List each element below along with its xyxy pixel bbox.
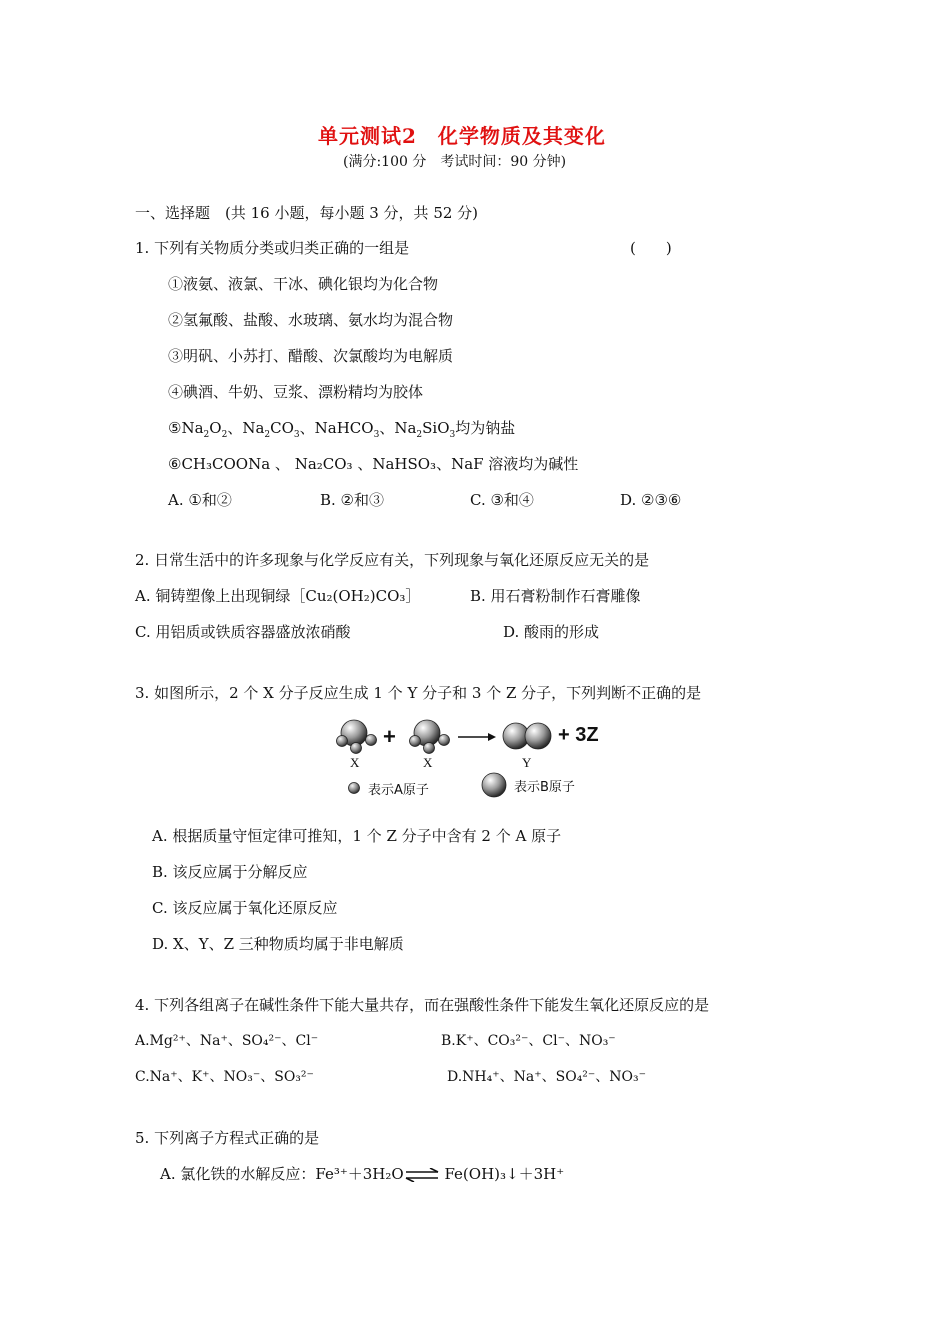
q5-stem: 5. 下列离子方程式正确的是 — [135, 1129, 320, 1147]
q1-item-5-prefix: ⑤ — [168, 419, 182, 437]
q4-option-c: C.Na⁺、K⁺、NO₃⁻、SO₃²⁻ — [135, 1069, 314, 1085]
q3-stem: 3. 如图所示，2 个 X 分子反应生成 1 个 Y 分子和 3 个 Z 分子，下列判断不正确的是 — [135, 684, 702, 702]
page-title: 单元测试2 化学物质及其变化 — [318, 124, 606, 148]
q5-option-a-right: Fe(OH)₃↓＋3H⁺ — [439, 1165, 565, 1183]
reaction-diagram — [330, 712, 630, 802]
equilibrium-arrow-icon — [404, 1168, 440, 1182]
q1-item-3: ③明矾、小苏打、醋酸、次氯酸均为电解质 — [168, 347, 454, 365]
x-molecule-2 — [410, 720, 450, 754]
label-x-1: X — [350, 755, 360, 770]
q1-stem: 1. 下列有关物质分类或归类正确的一组是 — [135, 239, 410, 257]
reaction-arrow — [458, 733, 496, 741]
q3-option-d: D. X、Y、Z 三种物质均属于非电解质 — [152, 935, 404, 953]
q1-item-1: ①液氨、液氯、干冰、碘化银均为化合物 — [168, 275, 439, 293]
q2-option-a: A. 铜铸塑像上出现铜绿［Cu₂(OH₂)CO₃］ — [135, 587, 421, 605]
q1-option-d: D. ②③⑥ — [620, 491, 682, 509]
page-subtitle: (满分:100 分 考试时间：90 分钟) — [343, 154, 567, 170]
plus-sign: + — [383, 724, 396, 749]
q2-option-b: B. 用石膏粉制作石膏雕像 — [470, 587, 641, 605]
q1-item-4: ④碘酒、牛奶、豆浆、漂粉精均为胶体 — [168, 383, 424, 401]
legend-b-text: 表示B原子 — [514, 780, 575, 795]
label-y: Y — [522, 755, 532, 770]
q4-option-d: D.NH₄⁺、Na⁺、SO₄²⁻、NO₃⁻ — [447, 1069, 647, 1085]
legend-b-atom — [482, 773, 506, 797]
q5-option-a-left: A. 氯化铁的水解反应：Fe³⁺＋3H₂O — [160, 1165, 404, 1183]
q1-option-b: B. ②和③ — [320, 491, 385, 509]
q4-option-b: B.K⁺、CO₃²⁻、Cl⁻、NO₃⁻ — [441, 1033, 616, 1049]
x-molecule-1 — [337, 720, 377, 754]
q2-stem: 2. 日常生活中的许多现象与化学反应有关，下列现象与氧化还原反应无关的是 — [135, 551, 650, 569]
q3-option-a: A. 根据质量守恒定律可推知，1 个 Z 分子中含有 2 个 A 原子 — [152, 827, 562, 845]
legend-a-text: 表示A原子 — [368, 783, 429, 798]
section-heading: 一、选择题 (共 16 小题，每小题 3 分，共 52 分) — [135, 204, 479, 222]
q4-stem: 4. 下列各组离子在碱性条件下能大量共存，而在强酸性条件下能发生氧化还原反应的是 — [135, 996, 710, 1014]
q5-option-a — [160, 1164, 564, 1184]
q3-option-c: C. 该反应属于氧化还原反应 — [152, 899, 338, 917]
q2-option-c: C. 用铝质或铁质容器盛放浓硝酸 — [135, 623, 351, 641]
q1-item-5: $⑤Na_2O_2$、$Na_2CO_3$、NaHCO$_3$、$Na_2SiO_3$均为钠盐 — [168, 419, 516, 440]
legend-a-atom — [349, 783, 360, 794]
y-molecule — [503, 723, 551, 749]
q1-item-6: ⑥CH₃COONa 、 Na₂CO₃ 、NaHSO₃、NaF 溶液均为碱性 — [168, 455, 579, 473]
q1-option-c: C. ③和④ — [470, 491, 534, 509]
q2-option-d: D. 酸雨的形成 — [503, 623, 600, 641]
q4-option-a: A.Mg²⁺、Na⁺、SO₄²⁻、Cl⁻ — [135, 1033, 319, 1049]
q3-option-b: B. 该反应属于分解反应 — [152, 863, 308, 881]
label-x-2: X — [423, 755, 433, 770]
q1-item-2: ②氢氟酸、盐酸、水玻璃、氨水均为混合物 — [168, 311, 454, 329]
product-3z: + 3Z — [558, 724, 599, 746]
q1-answer-bracket: ( ) — [630, 239, 672, 257]
q1-option-a: A. ①和② — [168, 491, 232, 509]
q1-item-5-end: 均为钠盐 — [455, 419, 516, 437]
